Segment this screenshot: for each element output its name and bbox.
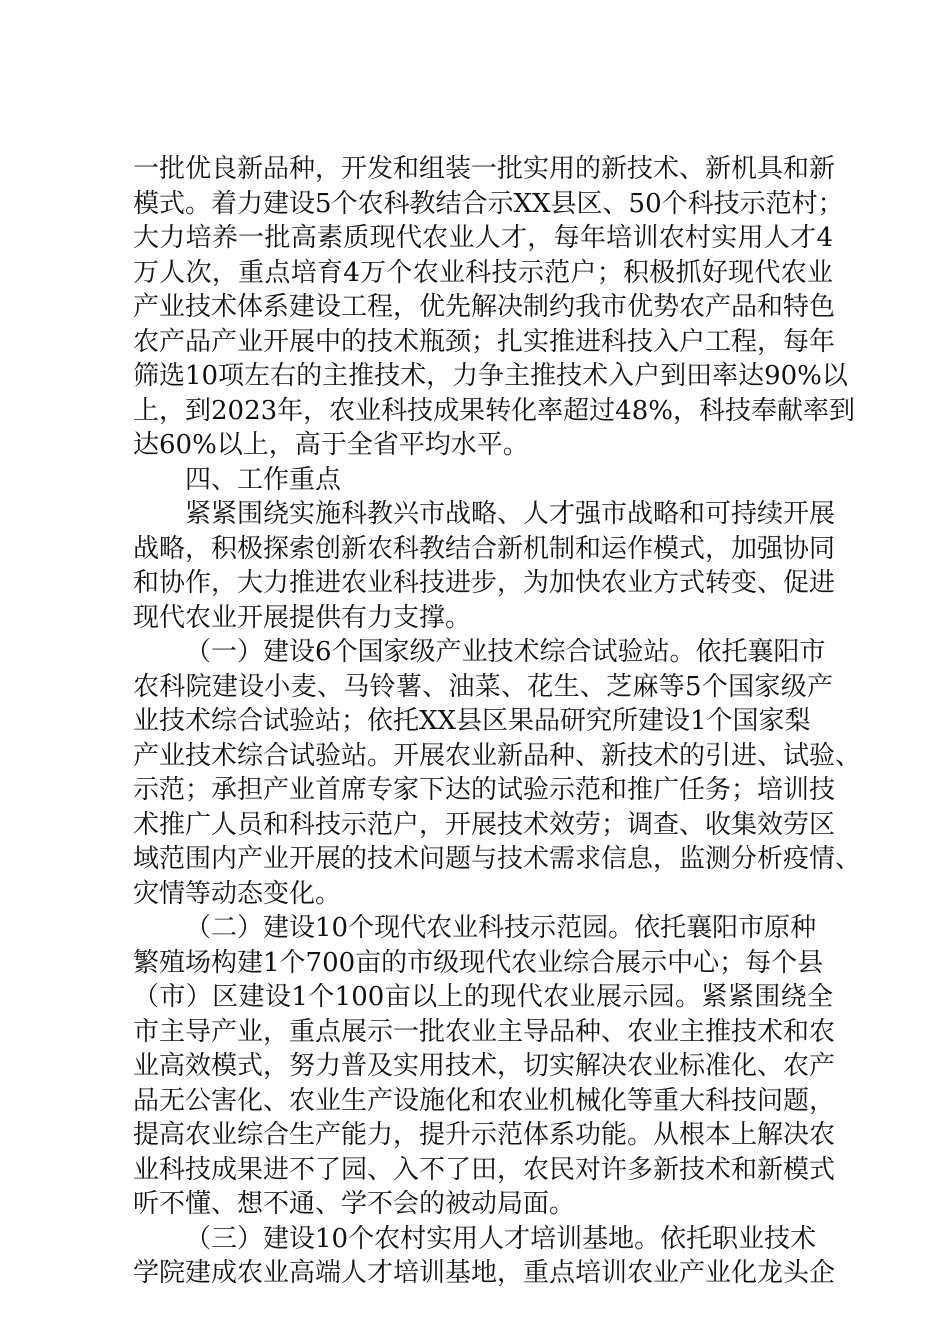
- text-line: 一批优良新品种，开发和组装一批实用的新技术、新机具和新: [133, 154, 836, 184]
- text-line: 品无公害化、农业生产设施化和农业机械化等重大科技问题，: [133, 1085, 836, 1116]
- text-line: 听不懂、想不通、学不会的被动局面。: [133, 1189, 576, 1219]
- text-line: 现代农业开展提供有力支撑。: [133, 602, 472, 633]
- text-line: 灾情等动态变化。: [133, 878, 342, 909]
- text-line: 提高农业综合生产能力，提升示范体系功能。从根本上解决农: [133, 1120, 836, 1150]
- text-line: 术推广人员和科技示范户，开展技术效劳；调查、收集效劳区: [133, 809, 836, 840]
- text-line: 产业技术体系建设工程，优先解决制约我市优势农产品和特色: [133, 292, 836, 322]
- text-line: 学院建成农业高端人才培训基地，重点培训农业产业化龙头企: [133, 1258, 836, 1288]
- text-line: （三）建设10个农村实用人才培训基地。依托职业技术: [185, 1223, 817, 1254]
- text-line: 业高效模式，努力普及实用技术，切实解决农业标准化、农产: [133, 1051, 836, 1081]
- text-line: 域范围内产业开展的技术问题与技术需求信息，监测分析疫情、: [133, 844, 862, 874]
- text-line: 示范；承担产业首席专家下达的试验示范和推广任务；培训技: [133, 775, 836, 805]
- text-line: （市）区建设1个100亩以上的现代农业展示园。紧紧围绕全: [133, 982, 833, 1012]
- text-line: 繁殖场构建1个700亩的市级现代农业综合展示中心；每个县: [133, 947, 824, 978]
- text-line: 农科院建设小麦、马铃薯、油菜、花生、芝麻等5个国家级产: [133, 671, 833, 702]
- text-line: （一）建设6个国家级产业技术综合试验站。依托襄阳市: [185, 637, 826, 667]
- text-line: 紧紧围绕实施科教兴市战略、人才强市战略和可持续开展: [185, 499, 836, 529]
- text-line: 产业技术综合试验站。开展农业新品种、新技术的引进、试验、: [133, 740, 862, 771]
- text-line: 上，到2023年，农业科技成果转化率超过48%，科技奉献率到: [133, 395, 855, 426]
- text-line: （二）建设10个现代农业科技示范园。依托襄阳市原种: [185, 913, 817, 943]
- text-line: 市主导产业，重点展示一批农业主导品种、农业主推技术和农: [133, 1016, 836, 1047]
- text-line: 四、工作重点: [185, 464, 342, 495]
- text-line: 和协作，大力推进农业科技进步，为加快农业方式转变、促进: [133, 568, 836, 598]
- text-line: 战略，积极探索创新农科教结合新机制和运作模式，加强协同: [133, 533, 836, 564]
- text-line: 业技术综合试验站；依托XX县区果品研究所建设1个国家梨: [133, 706, 811, 736]
- text-line: 筛选10项左右的主推技术，力争主推技术入户到田率达90%以: [133, 361, 848, 391]
- text-line: 模式。着力建设5个农科教结合示XX县区、50个科技示范村；: [133, 188, 844, 219]
- body-text: [133, 152, 862, 1291]
- text-line: 大力培养一批高素质现代农业人才，每年培训农村实用人才4: [133, 223, 833, 253]
- text-line: 万人次，重点培育4万个农业科技示范户；积极抓好现代农业: [133, 257, 833, 288]
- text-line: 达60%以上，高于全省平均水平。: [133, 430, 529, 460]
- text-line: 农产品产业开展中的技术瓶颈；扎实推进科技入户工程，每年: [133, 326, 836, 357]
- text-line: 业科技成果进不了园、入不了田，农民对许多新技术和新模式: [133, 1154, 836, 1185]
